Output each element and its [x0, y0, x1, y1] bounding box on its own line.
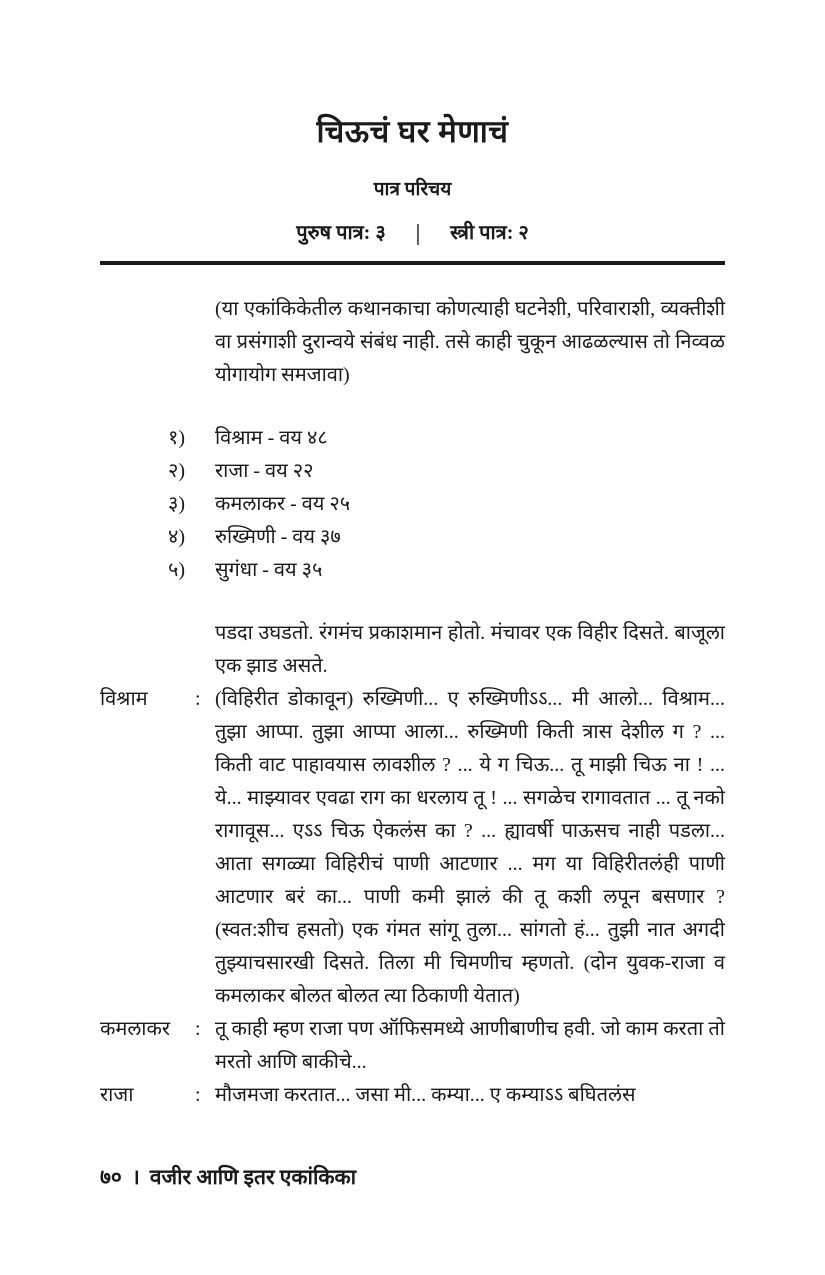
character-name-age: राजा - वय २२ — [215, 460, 314, 482]
male-cast-count: पुरुष पात्र: ३ — [296, 222, 386, 244]
dialogue-row — [100, 1079, 725, 1112]
speech-text: तू काही म्हण राजा पण ऑफिसमध्ये आणीबाणीच हवी. जो काम करता तो मरतो आणि बाकीचे... — [215, 1018, 725, 1073]
speaker-name: विश्राम — [100, 688, 148, 710]
speaker-colon: : — [195, 688, 201, 710]
disclaimer-note: (या एकांकिकेतील कथानकाचा कोणत्याही घटनेशी, परिवाराशी, व्यक्तीशी वा प्रसंगाशी दुरान्वये संबंध नाही. तसे काही चुकून आढळल्यास तो निव्वळ योगायोग समजावा) — [215, 298, 725, 386]
page-footer — [100, 1163, 356, 1191]
speaker-name: कमलाकर — [100, 1018, 171, 1040]
character-list-item — [168, 554, 725, 587]
dialogue-row — [100, 1013, 725, 1079]
character-list — [168, 422, 725, 587]
play-title: चिऊचं घर मेणाचं — [316, 114, 509, 149]
character-name-age: कमलाकर - वय २५ — [215, 493, 351, 515]
character-number: ५) — [168, 559, 186, 581]
dialogue-row — [100, 683, 725, 1013]
cast-summary — [100, 220, 725, 246]
footer-separator: । — [131, 1165, 140, 1189]
page-number: ७० — [100, 1165, 122, 1189]
character-number: २) — [168, 460, 186, 482]
stage-direction: पडदा उघडतो. रंगमंच प्रकाशमान होतो. मंचावर एक विहीर दिसते. बाजूला एक झाड असते. — [215, 622, 725, 677]
character-name-age: विश्राम - वय ४८ — [215, 427, 328, 449]
speech-text: मौजमजा करतात... जसा मी... कम्या... ए कम्याऽऽ बघितलंस — [215, 1084, 636, 1106]
character-list-item — [168, 488, 725, 521]
speaker-name: राजा — [100, 1084, 134, 1106]
character-list-item — [168, 455, 725, 488]
speaker-colon: : — [195, 1018, 201, 1040]
character-list-item — [168, 521, 725, 554]
character-number: ४) — [168, 526, 186, 548]
character-name-age: रुख्मिणी - वय ३७ — [215, 526, 341, 548]
character-number: १) — [168, 427, 186, 449]
cast-section-heading: पात्र परिचय — [373, 179, 452, 200]
book-title: वजीर आणि इतर एकांकिका — [149, 1165, 357, 1189]
character-name-age: सुगंधा - वय ३५ — [215, 559, 323, 581]
female-cast-count: स्त्री पात्र: २ — [450, 222, 529, 244]
dialogue-list — [100, 683, 725, 1112]
cast-separator-bar: | — [415, 220, 421, 246]
character-number: ३) — [168, 493, 186, 515]
speaker-colon: : — [195, 1084, 201, 1106]
character-list-item — [168, 422, 725, 455]
speech-text: (विहिरीत डोकावून) रुख्मिणी... ए रुख्मिणीऽऽ... मी आलो... विश्राम... तुझा आप्पा. तुझा आप्पा आला... रुख्मिणी किती त्रास देशील ग ? ... किती वाट पाहावयास लावशील ? ... ये ग चिऊ... तू माझी चिऊ ना ! ... ये... माझ्यावर एवढा राग का धरलाय तू ! ... सगळेच रागावतात ... तू नको रागावूस... एऽऽ चिऊ ऐकलंस का ? ... ह्यावर्षी पाऊसच नाही पडला... आता सगळ्या विहिरीचं पाणी आटणार ... मग या विहिरीतलंही पाणी आटणार बरं का... पाणी कमी झालं की तू कशी लपून बसणार ? (स्वत:शीच हसतो) एक गंमत सांगू तुला... सांगतो हं... तुझी नात अगदी तुझ्याचसारखी दिसते. तिला मी चिमणीच म्हणतो. (दोन युवक-राजा व कमलाकर बोलत बोलत त्या ठिकाणी येतात) — [215, 688, 725, 1007]
header-divider-rule — [100, 261, 725, 265]
